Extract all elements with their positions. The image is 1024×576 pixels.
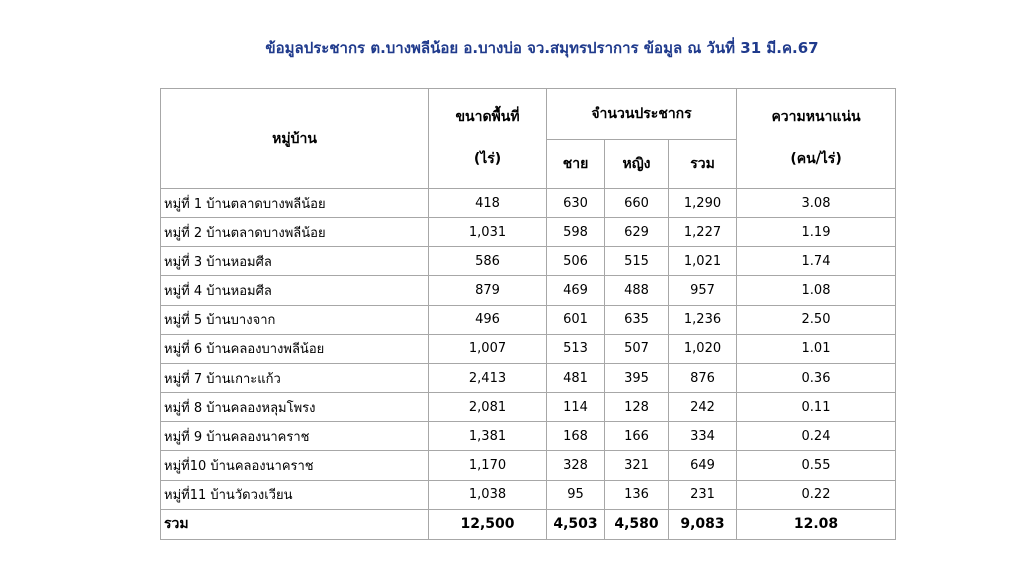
area-cell: 2,081 (429, 393, 547, 422)
area-cell: 496 (429, 305, 547, 334)
total-cell: 649 (669, 451, 737, 480)
male-cell: 168 (547, 422, 605, 451)
area-cell: 1,031 (429, 218, 547, 247)
male-cell: 469 (547, 276, 605, 305)
density-cell: 0.24 (737, 422, 896, 451)
table-row (161, 247, 896, 276)
summary-male: 4,503 (547, 509, 605, 539)
summary-row (161, 509, 896, 539)
male-cell: 328 (547, 451, 605, 480)
header-village: หมู่บ้าน (161, 89, 429, 189)
table-row (161, 276, 896, 305)
area-cell: 586 (429, 247, 547, 276)
table-row (161, 218, 896, 247)
header-density (737, 89, 896, 189)
female-cell: 635 (605, 305, 669, 334)
female-cell: 507 (605, 334, 669, 363)
table-row (161, 451, 896, 480)
village-name: หมู่ที่ 9 บ้านคลองนาคราช (161, 422, 429, 451)
density-cell: 0.22 (737, 480, 896, 509)
area-cell: 1,038 (429, 480, 547, 509)
density-cell: 0.36 (737, 363, 896, 392)
male-cell: 513 (547, 334, 605, 363)
female-cell: 128 (605, 393, 669, 422)
total-cell: 1,020 (669, 334, 737, 363)
page-title: ข้อมูลประชากร ต.บางพลีน้อย อ.บางบ่อ จว.สมุทรปราการ ข้อมูล ณ วันที่ 31 มี.ค.67 (265, 39, 819, 57)
total-cell: 876 (669, 363, 737, 392)
male-cell: 598 (547, 218, 605, 247)
table-row (161, 363, 896, 392)
female-cell: 488 (605, 276, 669, 305)
header-area (429, 89, 547, 189)
header-population: จำนวนประชากร (547, 89, 737, 140)
female-cell: 321 (605, 451, 669, 480)
table-row (161, 189, 896, 218)
total-cell: 1,236 (669, 305, 737, 334)
total-cell: 1,227 (669, 218, 737, 247)
village-name: หมู่ที่ 8 บ้านคลองหลุมโพรง (161, 393, 429, 422)
area-cell: 1,381 (429, 422, 547, 451)
header-total: รวม (669, 140, 737, 189)
density-cell: 1.74 (737, 247, 896, 276)
male-cell: 630 (547, 189, 605, 218)
village-name: หมู่ที่ 1 บ้านตลาดบางพลีน้อย (161, 189, 429, 218)
density-cell: 0.11 (737, 393, 896, 422)
header-density-unit: (คน/ไร่) (790, 150, 842, 167)
area-cell: 879 (429, 276, 547, 305)
total-cell: 1,290 (669, 189, 737, 218)
village-name: หมู่ที่10 บ้านคลองนาคราช (161, 451, 429, 480)
total-cell: 231 (669, 480, 737, 509)
density-cell: 1.08 (737, 276, 896, 305)
female-cell: 660 (605, 189, 669, 218)
summary-area: 12,500 (429, 509, 547, 539)
header-female: หญิง (605, 140, 669, 189)
male-cell: 114 (547, 393, 605, 422)
header-area-label: ขนาดพื้นที่ (455, 109, 520, 125)
summary-female: 4,580 (605, 509, 669, 539)
area-cell: 1,007 (429, 334, 547, 363)
summary-total: 9,083 (669, 509, 737, 539)
male-cell: 601 (547, 305, 605, 334)
female-cell: 629 (605, 218, 669, 247)
density-cell: 1.19 (737, 218, 896, 247)
total-cell: 242 (669, 393, 737, 422)
table-row (161, 334, 896, 363)
female-cell: 515 (605, 247, 669, 276)
village-name: หมู่ที่ 4 บ้านหอมศีล (161, 276, 429, 305)
male-cell: 481 (547, 363, 605, 392)
village-name: หมู่ที่ 7 บ้านเกาะแก้ว (161, 363, 429, 392)
table-row (161, 393, 896, 422)
male-cell: 506 (547, 247, 605, 276)
female-cell: 136 (605, 480, 669, 509)
header-area-unit: (ไร่) (473, 150, 502, 167)
total-cell: 334 (669, 422, 737, 451)
area-cell: 2,413 (429, 363, 547, 392)
female-cell: 395 (605, 363, 669, 392)
area-cell: 1,170 (429, 451, 547, 480)
male-cell: 95 (547, 480, 605, 509)
header-male: ชาย (547, 140, 605, 189)
density-cell: 0.55 (737, 451, 896, 480)
density-cell: 2.50 (737, 305, 896, 334)
summary-label: รวม (161, 509, 429, 539)
village-name: หมู่ที่ 2 บ้านตลาดบางพลีน้อย (161, 218, 429, 247)
population-table (160, 88, 896, 540)
density-cell: 1.01 (737, 334, 896, 363)
village-name: หมู่ที่ 6 บ้านคลองบางพลีน้อย (161, 334, 429, 363)
village-name: หมู่ที่ 3 บ้านหอมศีล (161, 247, 429, 276)
total-cell: 1,021 (669, 247, 737, 276)
female-cell: 166 (605, 422, 669, 451)
table-row (161, 305, 896, 334)
total-cell: 957 (669, 276, 737, 305)
header-density-label: ความหนาแน่น (771, 109, 861, 125)
density-cell: 3.08 (737, 189, 896, 218)
table-row (161, 422, 896, 451)
table-row (161, 480, 896, 509)
summary-density: 12.08 (737, 509, 896, 539)
village-name: หมู่ที่11 บ้านวัดวงเวียน (161, 480, 429, 509)
area-cell: 418 (429, 189, 547, 218)
village-name: หมู่ที่ 5 บ้านบางจาก (161, 305, 429, 334)
